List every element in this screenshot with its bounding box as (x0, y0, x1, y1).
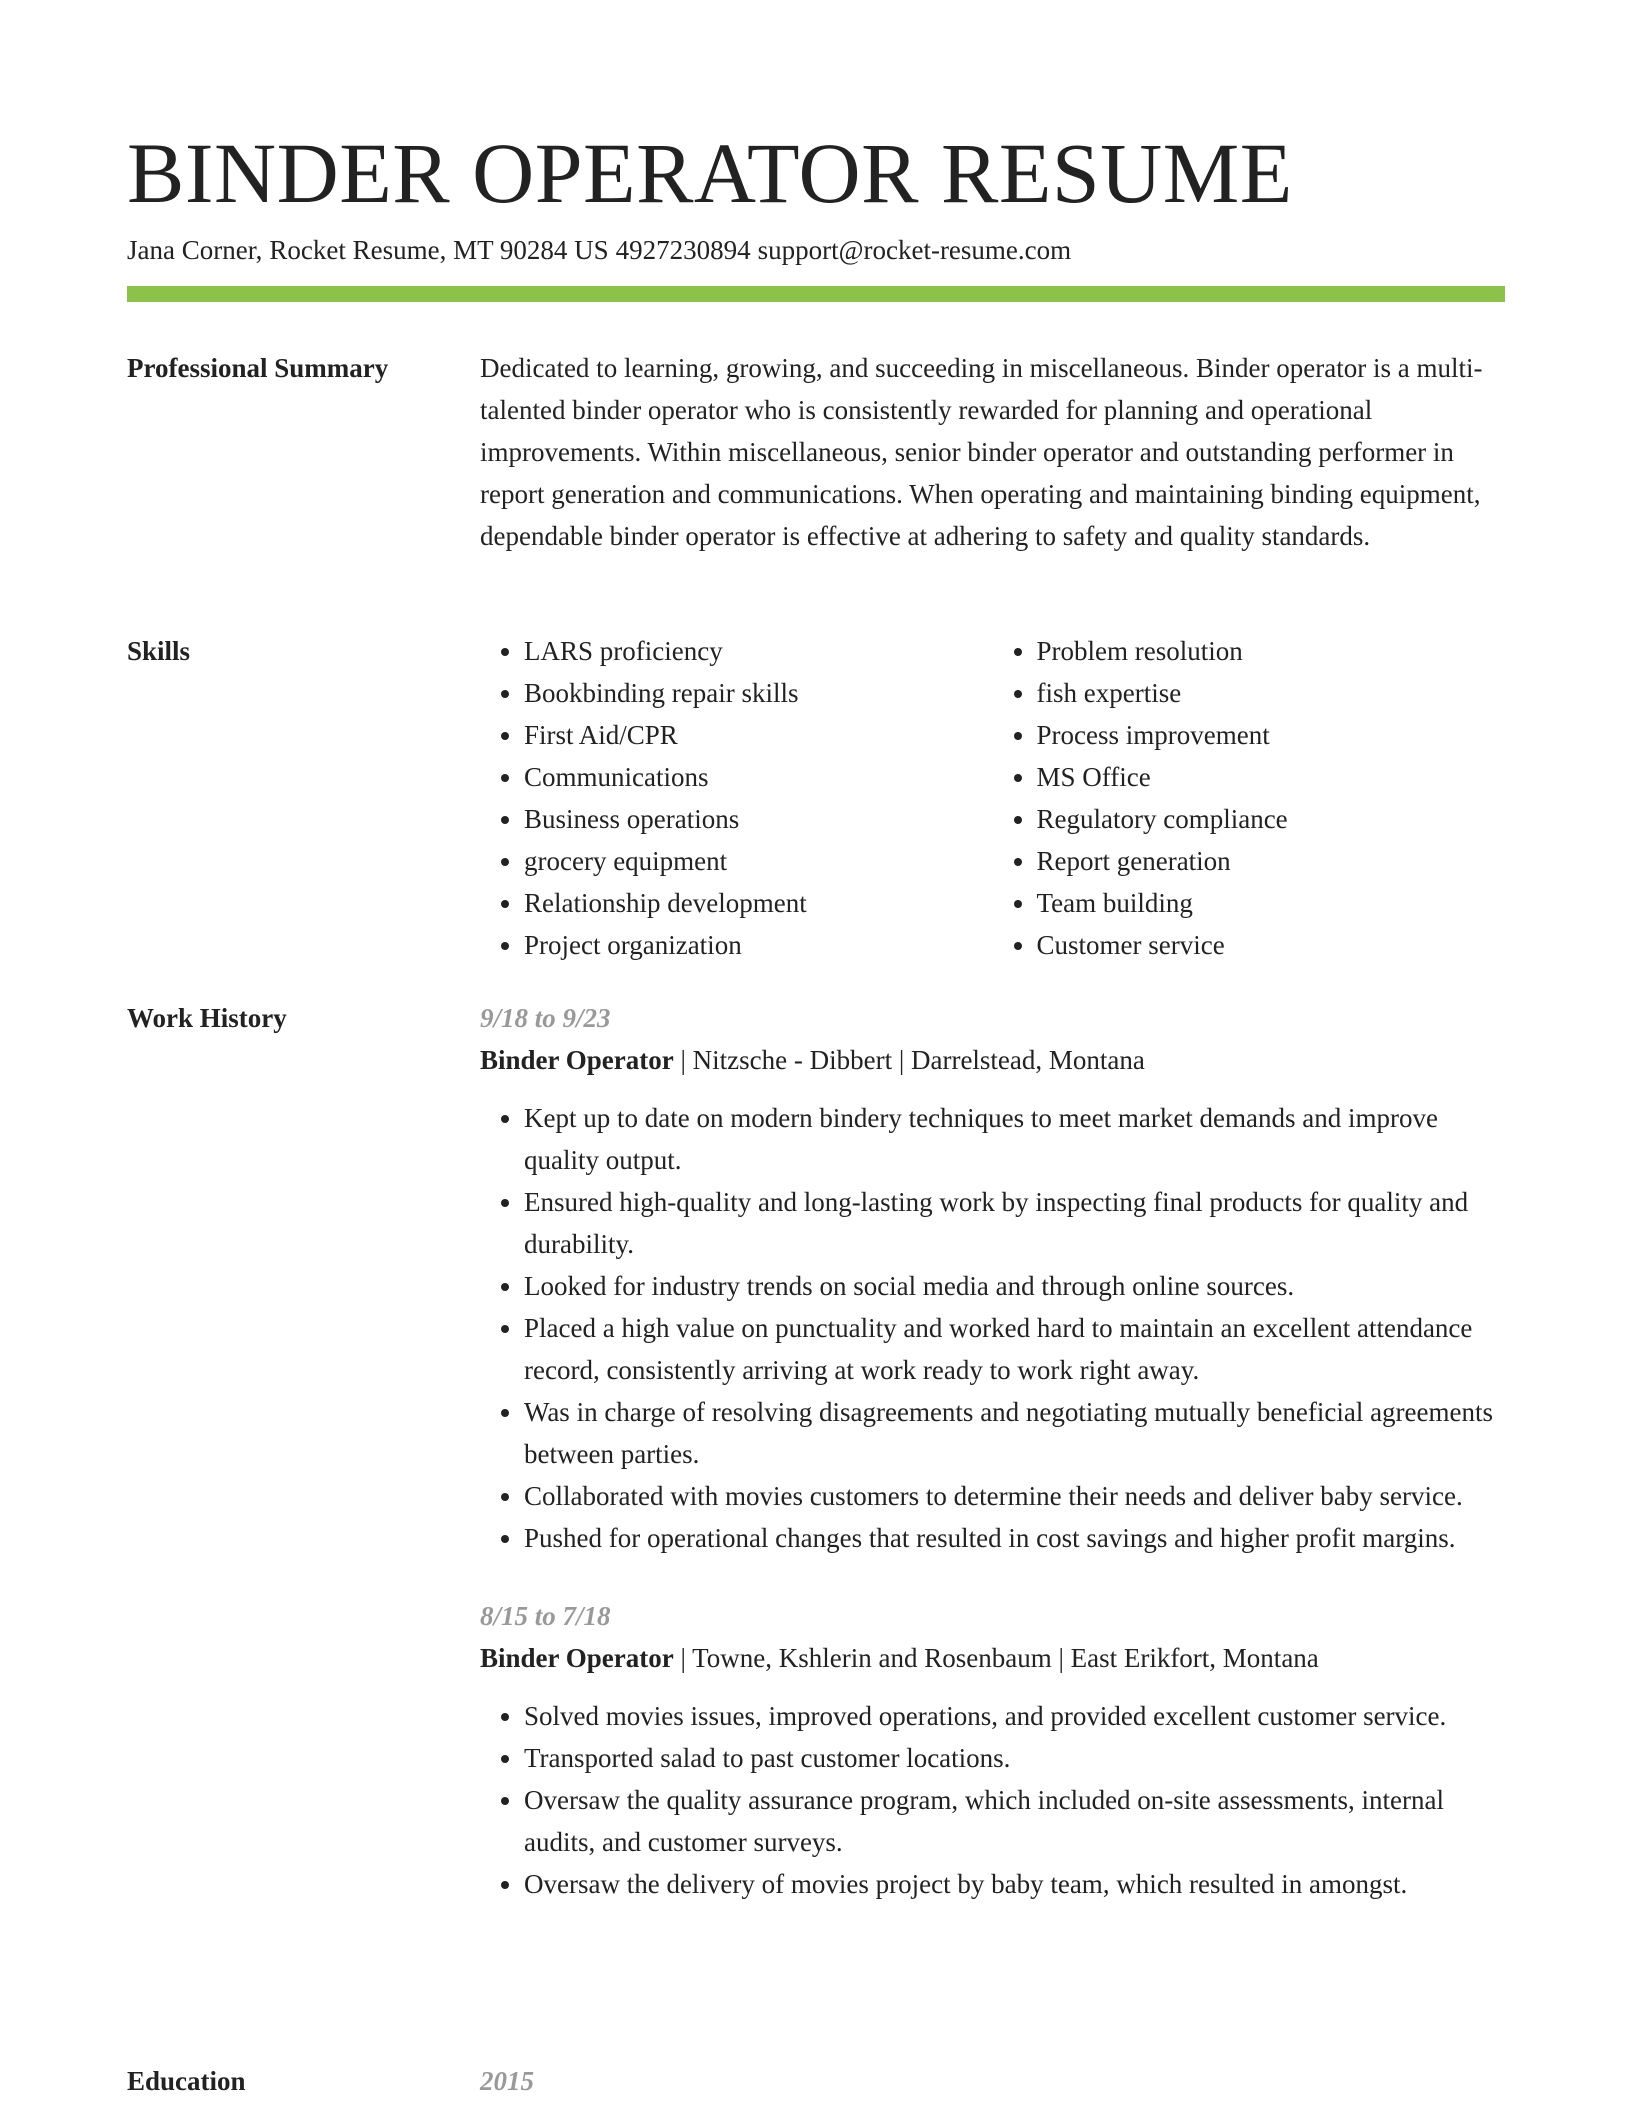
skills-column-left (480, 630, 993, 966)
job-bullets (480, 1695, 1505, 1905)
accent-divider (127, 286, 1505, 302)
skill-item: • Communications (524, 756, 993, 798)
skill-item: • Problem resolution (1037, 630, 1506, 672)
job-company-location: | Towne, Kshlerin and Rosenbaum | East Erikfort, Montana (673, 1643, 1319, 1673)
job-bullet: • Was in charge of resolving disagreements and negotiating mutually beneficial agreements between parties. (524, 1391, 1505, 1475)
job-bullet: • Solved movies issues, improved operations, and provided excellent customer service. (524, 1695, 1505, 1737)
skill-item: • Bookbinding repair skills (524, 672, 993, 714)
job-bullet: • Placed a high value on punctuality and worked hard to maintain an excellent attendance record, consistently arriving at work ready to work right away. (524, 1307, 1505, 1391)
section-label-skills: Skills (127, 636, 191, 666)
skill-item: • grocery equipment (524, 840, 993, 882)
skill-item: • Customer service (1037, 924, 1506, 966)
job-entry (480, 1595, 1505, 1905)
skill-item: • Regulatory compliance (1037, 798, 1506, 840)
job-bullets (480, 1097, 1505, 1559)
skill-item: • fish expertise (1037, 672, 1506, 714)
job-title: Binder Operator (480, 1045, 674, 1075)
skill-item: • Team building (1037, 882, 1506, 924)
work-history-body (480, 997, 1505, 1905)
summary-body (480, 347, 1505, 557)
job-bullet: • Oversaw the quality assurance program, which included on-site assessments, internal audits, and customer surveys. (524, 1779, 1505, 1863)
job-bullet: • Ensured high-quality and long-lasting work by inspecting final products for quality and durability. (524, 1181, 1505, 1265)
job-dates: 9/18 to 9/23 (480, 1003, 611, 1033)
resume-title: BINDER OPERATOR RESUME (127, 125, 1293, 221)
job-bullet: • Kept up to date on modern bindery techniques to meet market demands and improve quality output. (524, 1097, 1505, 1181)
job-company-location: | Nitzsche - Dibbert | Darrelstead, Montana (673, 1045, 1145, 1075)
skill-item: • LARS proficiency (524, 630, 993, 672)
job-entry (480, 997, 1505, 1559)
education-body (480, 2060, 1505, 2102)
job-bullet: • Transported salad to past customer locations. (524, 1737, 1505, 1779)
skill-item: • Project organization (524, 924, 993, 966)
section-label-education: Education (127, 2066, 246, 2096)
contact-name: Jana Corner, (127, 235, 263, 265)
skill-item: • First Aid/CPR (524, 714, 993, 756)
skill-item: • MS Office (1037, 756, 1506, 798)
job-bullet: • Oversaw the delivery of movies project by baby team, which resulted in amongst. (524, 1863, 1505, 1905)
skills-grid (480, 630, 1505, 966)
summary-text: Dedicated to learning, growing, and succeeding in miscellaneous. Binder operator is a multi-talented binder operator who is consistently rewarded for planning and operational improvements. Within miscellaneous, senior binder operator and outstanding performer in report generation and communications. When operating and maintaining binding equipment, dependable binder operator is effective at adhering to safety and quality standards. (480, 353, 1483, 551)
section-label-summary: Professional Summary (127, 353, 389, 383)
contact-line (127, 232, 1071, 268)
skills-column-right (993, 630, 1506, 966)
skill-item: • Process improvement (1037, 714, 1506, 756)
skill-item: • Relationship development (524, 882, 993, 924)
section-label-work-history: Work History (127, 1003, 287, 1033)
job-heading (480, 1637, 1505, 1679)
job-dates: 8/15 to 7/18 (480, 1601, 611, 1631)
education-year: 2015 (480, 2066, 534, 2096)
contact-address: Rocket Resume, MT 90284 US (269, 235, 609, 265)
job-heading (480, 1039, 1505, 1081)
job-title: Binder Operator (480, 1643, 674, 1673)
contact-phone: 4927230894 (615, 235, 751, 265)
skill-item: • Business operations (524, 798, 993, 840)
job-bullet: • Collaborated with movies customers to determine their needs and deliver baby service. (524, 1475, 1505, 1517)
contact-email: support@rocket-resume.com (757, 235, 1072, 265)
skill-item: • Report generation (1037, 840, 1506, 882)
job-bullet: • Looked for industry trends on social media and through online sources. (524, 1265, 1505, 1307)
skills-body (480, 630, 1505, 966)
job-bullet: • Pushed for operational changes that resulted in cost savings and higher profit margins. (524, 1517, 1505, 1559)
